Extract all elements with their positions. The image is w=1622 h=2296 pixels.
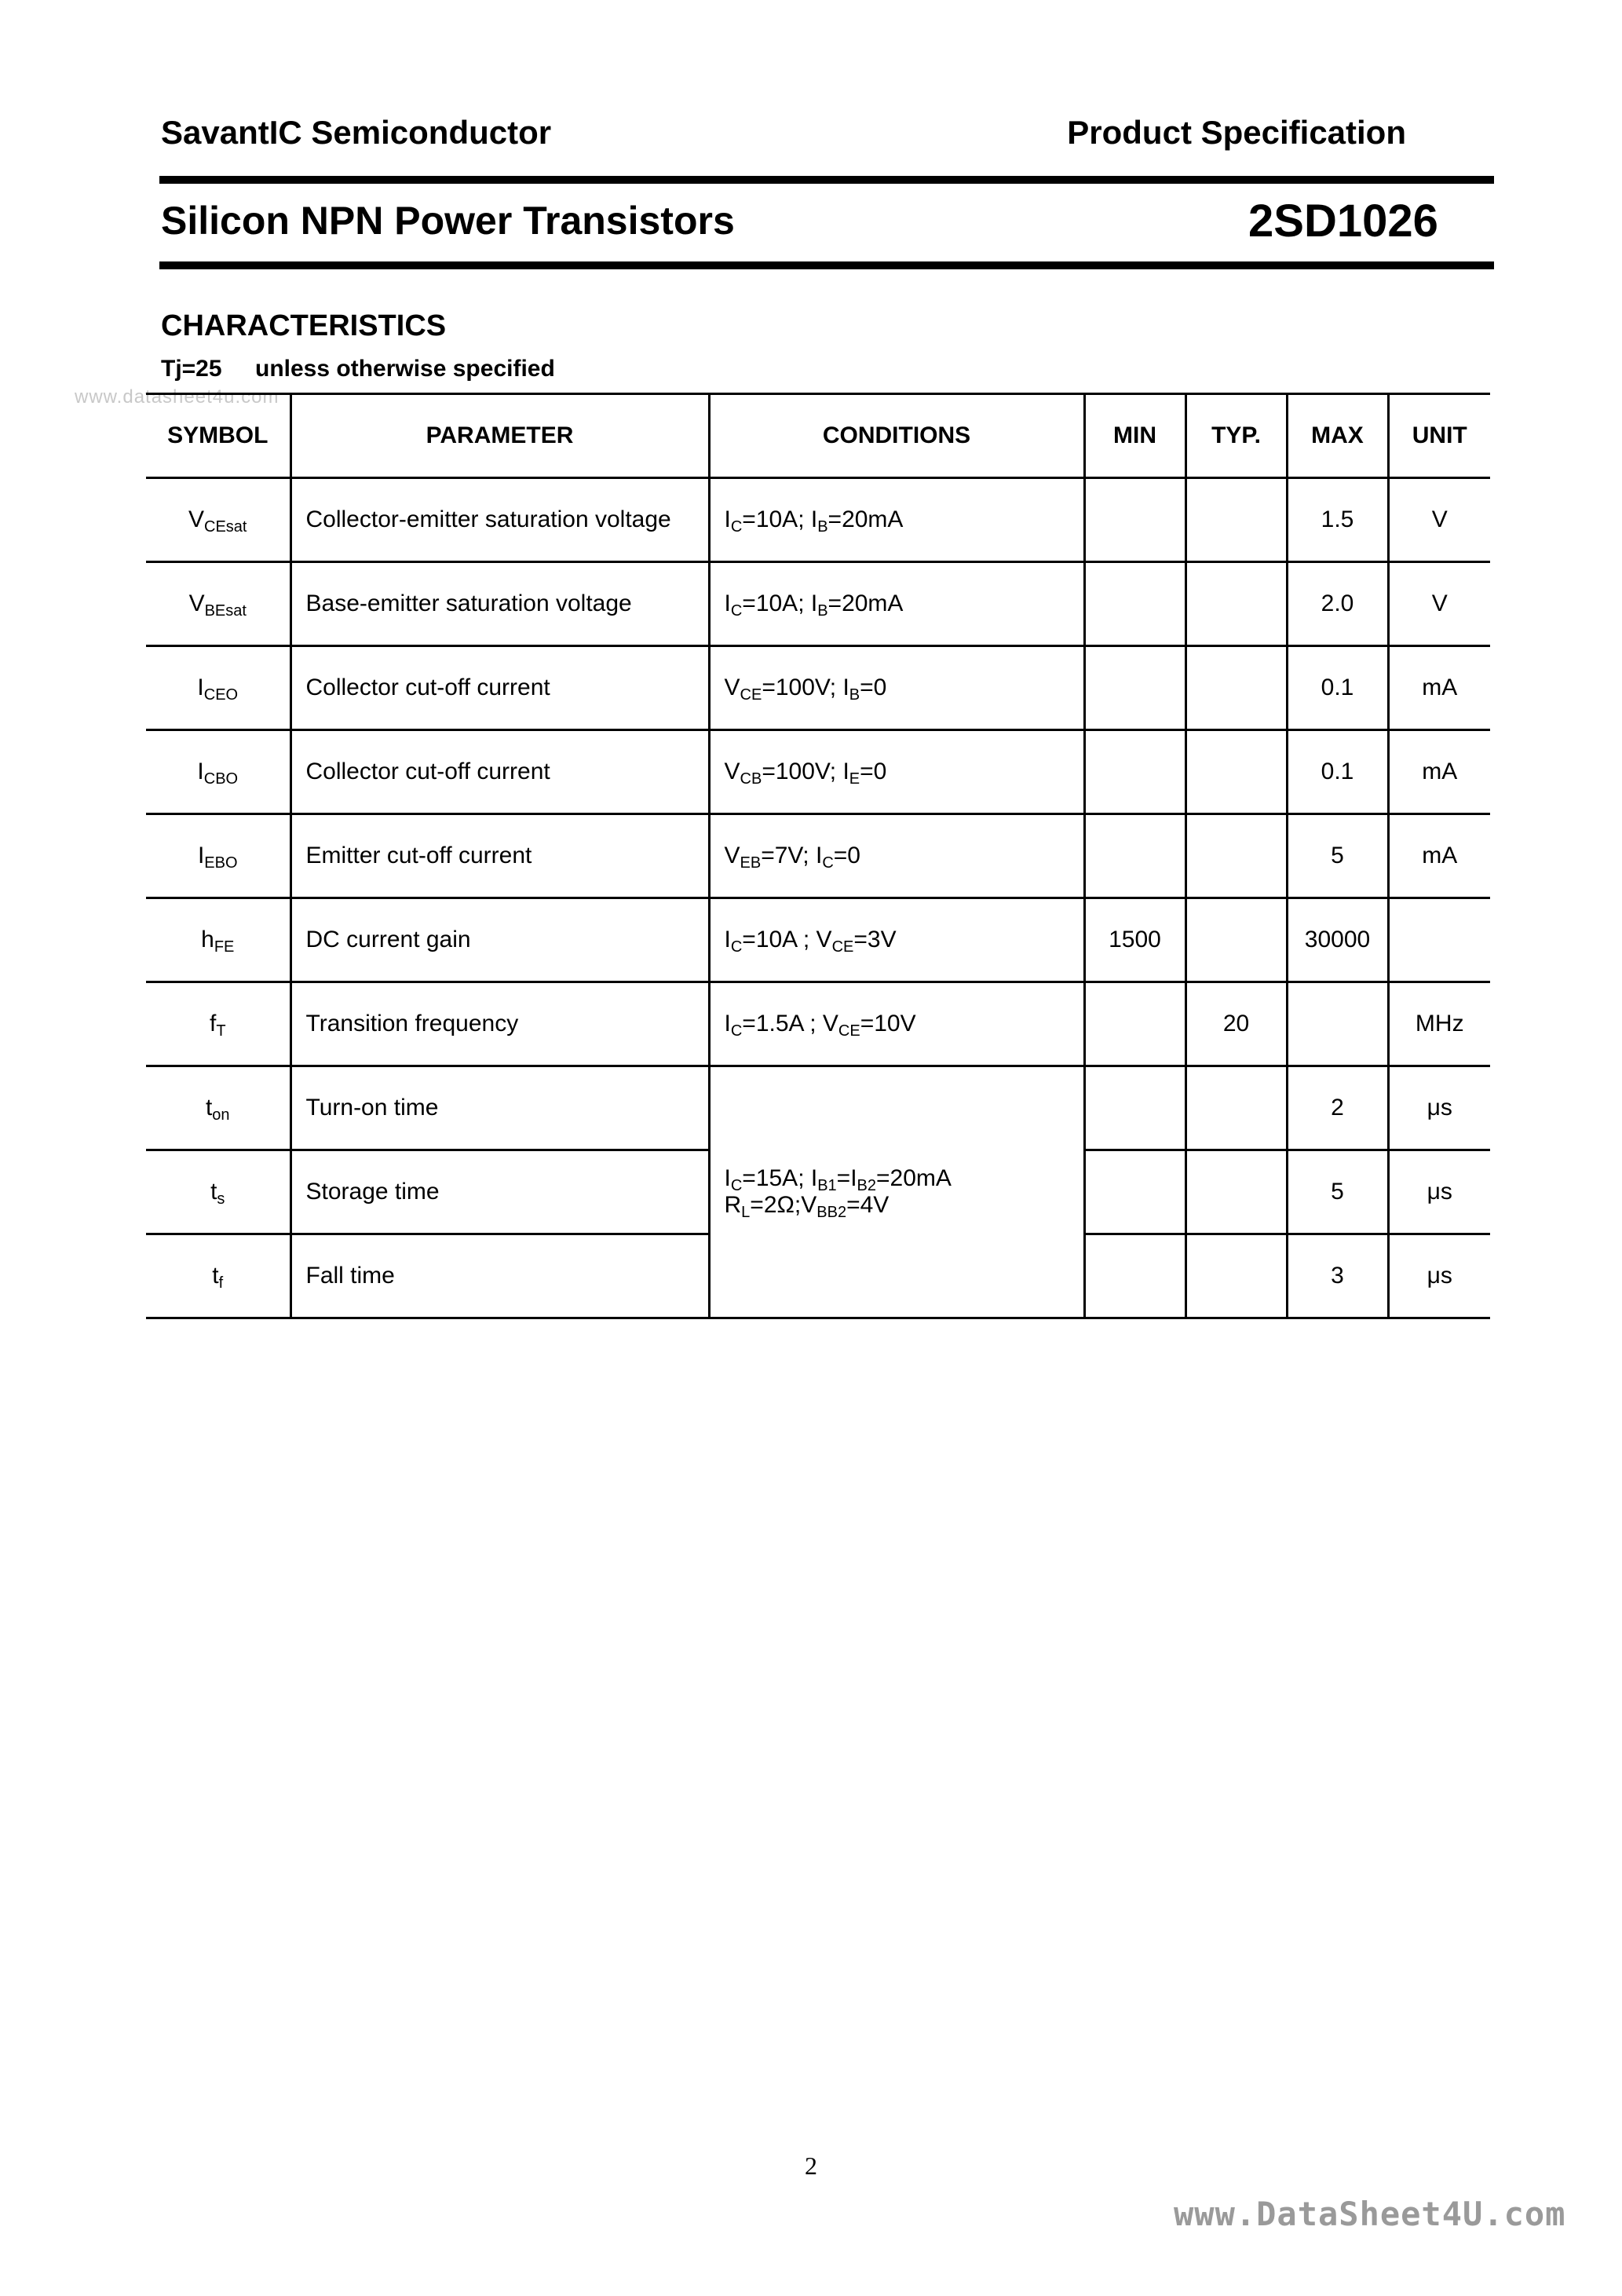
cell-typ — [1185, 646, 1287, 730]
cell-unit: MHz — [1388, 982, 1490, 1066]
cond-subscript: E — [849, 770, 860, 788]
cell-unit: mA — [1388, 730, 1490, 814]
cond-text: =2Ω;V — [750, 1192, 817, 1218]
cell-unit: μs — [1388, 1066, 1490, 1150]
cond-text: =10A; I — [742, 590, 818, 616]
cell-max: 30000 — [1287, 898, 1388, 982]
cond-text: =10A ; V — [742, 927, 832, 952]
cell-symbol — [146, 562, 290, 646]
cond-text: V — [724, 675, 740, 700]
cell-typ — [1185, 478, 1287, 562]
cond-text: =3V — [853, 927, 897, 952]
cond-text: V — [724, 843, 740, 868]
cell-max: 2.0 — [1287, 562, 1388, 646]
cell-min — [1084, 1234, 1185, 1318]
cond-text: =4V — [846, 1192, 890, 1218]
watermark-top: www.datasheet4u.com — [75, 386, 279, 408]
cond-subscript: EB — [740, 854, 762, 872]
watermark-bottom: www.DataSheet4U.com — [1174, 2195, 1566, 2233]
cell-unit: V — [1388, 478, 1490, 562]
test-condition-temperature: Tj=25 — [161, 356, 222, 382]
cell-conditions — [709, 730, 1084, 814]
part-number: 2SD1026 — [1248, 196, 1438, 247]
cell-symbol — [146, 730, 290, 814]
table-row — [146, 562, 1490, 646]
cell-typ — [1185, 1150, 1287, 1234]
cell-min — [1084, 1066, 1185, 1150]
cell-parameter: DC current gain — [290, 898, 709, 982]
test-condition-note: unless otherwise specified — [255, 356, 555, 382]
cell-conditions — [709, 562, 1084, 646]
cond-subscript: CE — [838, 1022, 860, 1040]
symbol-subscript: FE — [214, 938, 235, 956]
symbol-subscript: CBO — [203, 770, 239, 788]
table-row — [146, 982, 1490, 1066]
cond-text: =15A; I — [742, 1165, 818, 1191]
cell-parameter: Turn-on time — [290, 1066, 709, 1150]
table-row — [146, 646, 1490, 730]
cell-unit — [1388, 898, 1490, 982]
cond-text: R — [724, 1192, 742, 1218]
cell-parameter: Collector-emitter saturation voltage — [290, 478, 709, 562]
table-row — [146, 730, 1490, 814]
cell-conditions — [709, 478, 1084, 562]
cell-max: 1.5 — [1287, 478, 1388, 562]
header-unit: UNIT — [1388, 394, 1490, 478]
cell-conditions — [709, 982, 1084, 1066]
symbol-subscript: s — [217, 1190, 225, 1208]
symbol-subscript: T — [216, 1022, 226, 1040]
cond-subscript: C — [730, 1177, 743, 1194]
symbol-base: I — [197, 675, 204, 700]
cell-parameter: Base-emitter saturation voltage — [290, 562, 709, 646]
symbol-base: t — [205, 1095, 213, 1121]
cond-subscript: C — [730, 1022, 743, 1040]
cell-parameter: Fall time — [290, 1234, 709, 1318]
table-body — [146, 478, 1490, 1318]
cond-text: =20mA — [876, 1165, 952, 1191]
header-min: MIN — [1084, 394, 1185, 478]
table-row — [146, 898, 1490, 982]
cond-text: =10V — [860, 1011, 916, 1036]
table-row — [146, 478, 1490, 562]
cell-typ — [1185, 562, 1287, 646]
cell-unit: mA — [1388, 814, 1490, 898]
section-title: CHARACTERISTICS — [161, 309, 447, 342]
symbol-subscript: f — [218, 1274, 224, 1292]
cell-symbol — [146, 814, 290, 898]
cond-subscript: B — [849, 686, 860, 704]
cond-text: =100V; I — [762, 759, 849, 784]
cond-text: I — [724, 506, 731, 532]
cell-symbol — [146, 646, 290, 730]
cell-max: 0.1 — [1287, 730, 1388, 814]
table-header-row — [146, 394, 1490, 478]
symbol-base: V — [188, 506, 205, 532]
cell-typ — [1185, 730, 1287, 814]
cell-typ — [1185, 1066, 1287, 1150]
cell-unit: V — [1388, 562, 1490, 646]
cond-subscript: C — [730, 938, 743, 956]
cond-text: =20mA — [827, 590, 904, 616]
cond-subscript: B — [817, 518, 828, 536]
cond-subscript: C — [730, 518, 743, 536]
cond-subscript: B2 — [857, 1177, 876, 1194]
symbol-base: I — [197, 759, 204, 784]
cond-text: =20mA — [827, 506, 904, 532]
header-max: MAX — [1287, 394, 1388, 478]
cell-max: 0.1 — [1287, 646, 1388, 730]
symbol-base: h — [201, 927, 214, 952]
cell-max: 5 — [1287, 1150, 1388, 1234]
cond-text: =7V; I — [761, 843, 823, 868]
cell-symbol — [146, 982, 290, 1066]
document-title: Silicon NPN Power Transistors — [161, 199, 735, 243]
characteristics-table — [146, 393, 1490, 1319]
symbol-base: I — [197, 843, 205, 868]
cond-subscript: CB — [740, 770, 762, 788]
cond-subscript: CE — [740, 686, 762, 704]
symbol-base: f — [209, 1011, 217, 1036]
cell-max: 2 — [1287, 1066, 1388, 1150]
cell-max — [1287, 982, 1388, 1066]
cond-subscript: BB2 — [816, 1204, 847, 1221]
cond-text: I — [724, 1011, 731, 1036]
cell-conditions — [709, 646, 1084, 730]
cond-text: =1.5A ; V — [742, 1011, 838, 1036]
cond-text: =I — [836, 1165, 857, 1191]
table-row — [146, 1066, 1490, 1150]
cond-subscript: C — [822, 854, 834, 872]
cell-conditions — [709, 814, 1084, 898]
switching-conditions-line-2 — [725, 1192, 1083, 1219]
symbol-base: V — [188, 590, 205, 616]
cell-typ — [1185, 1234, 1287, 1318]
cond-subscript: CE — [831, 938, 854, 956]
cell-min — [1084, 478, 1185, 562]
cell-unit: mA — [1388, 646, 1490, 730]
cell-conditions — [709, 898, 1084, 982]
cell-min — [1084, 814, 1185, 898]
cell-min — [1084, 982, 1185, 1066]
cond-text: =0 — [833, 843, 860, 868]
document-type: Product Specification — [1067, 114, 1406, 151]
cell-max: 3 — [1287, 1234, 1388, 1318]
cond-text: =100V; I — [762, 675, 849, 700]
cell-min — [1084, 562, 1185, 646]
cell-parameter: Transition frequency — [290, 982, 709, 1066]
cell-unit: μs — [1388, 1234, 1490, 1318]
cell-parameter: Collector cut-off current — [290, 646, 709, 730]
cell-min — [1084, 1150, 1185, 1234]
table-row — [146, 814, 1490, 898]
cell-typ: 20 — [1185, 982, 1287, 1066]
header-symbol: SYMBOL — [146, 394, 290, 478]
cond-text: I — [724, 590, 731, 616]
cond-text: =0 — [860, 675, 887, 700]
symbol-subscript: BEsat — [204, 602, 247, 620]
cell-symbol — [146, 1066, 290, 1150]
header-typ: TYP. — [1185, 394, 1287, 478]
cond-text: =10A; I — [742, 506, 818, 532]
cell-parameter: Storage time — [290, 1150, 709, 1234]
header-rule-bottom — [159, 261, 1494, 269]
cell-switching-conditions — [709, 1066, 1084, 1318]
header-parameter: PARAMETER — [290, 394, 709, 478]
cond-subscript: C — [730, 602, 743, 620]
symbol-subscript: CEO — [203, 686, 239, 704]
cell-symbol — [146, 478, 290, 562]
cond-text: I — [724, 927, 731, 952]
cell-typ — [1185, 898, 1287, 982]
symbol-base: t — [212, 1263, 219, 1289]
cell-min — [1084, 730, 1185, 814]
cond-subscript: B — [817, 602, 828, 620]
cell-symbol — [146, 898, 290, 982]
cell-parameter: Emitter cut-off current — [290, 814, 709, 898]
cell-min — [1084, 646, 1185, 730]
cell-unit: μs — [1388, 1150, 1490, 1234]
header-rule-top — [159, 176, 1494, 184]
symbol-base: t — [210, 1179, 217, 1205]
page-number: 2 — [805, 2152, 817, 2180]
symbol-subscript: CEsat — [204, 518, 247, 536]
symbol-subscript: EBO — [204, 854, 238, 872]
switching-conditions-line-1 — [725, 1165, 1083, 1192]
header-conditions: CONDITIONS — [709, 394, 1084, 478]
cond-subscript: L — [741, 1204, 751, 1221]
cell-typ — [1185, 814, 1287, 898]
cond-text: I — [724, 1165, 731, 1191]
cell-parameter: Collector cut-off current — [290, 730, 709, 814]
cell-symbol — [146, 1150, 290, 1234]
cell-min: 1500 — [1084, 898, 1185, 982]
cell-symbol — [146, 1234, 290, 1318]
symbol-subscript: on — [212, 1106, 230, 1124]
cond-text: V — [724, 759, 740, 784]
company-name: SavantIC Semiconductor — [161, 114, 552, 151]
cell-max: 5 — [1287, 814, 1388, 898]
cond-text: =0 — [860, 759, 887, 784]
cond-subscript: B1 — [817, 1177, 837, 1194]
